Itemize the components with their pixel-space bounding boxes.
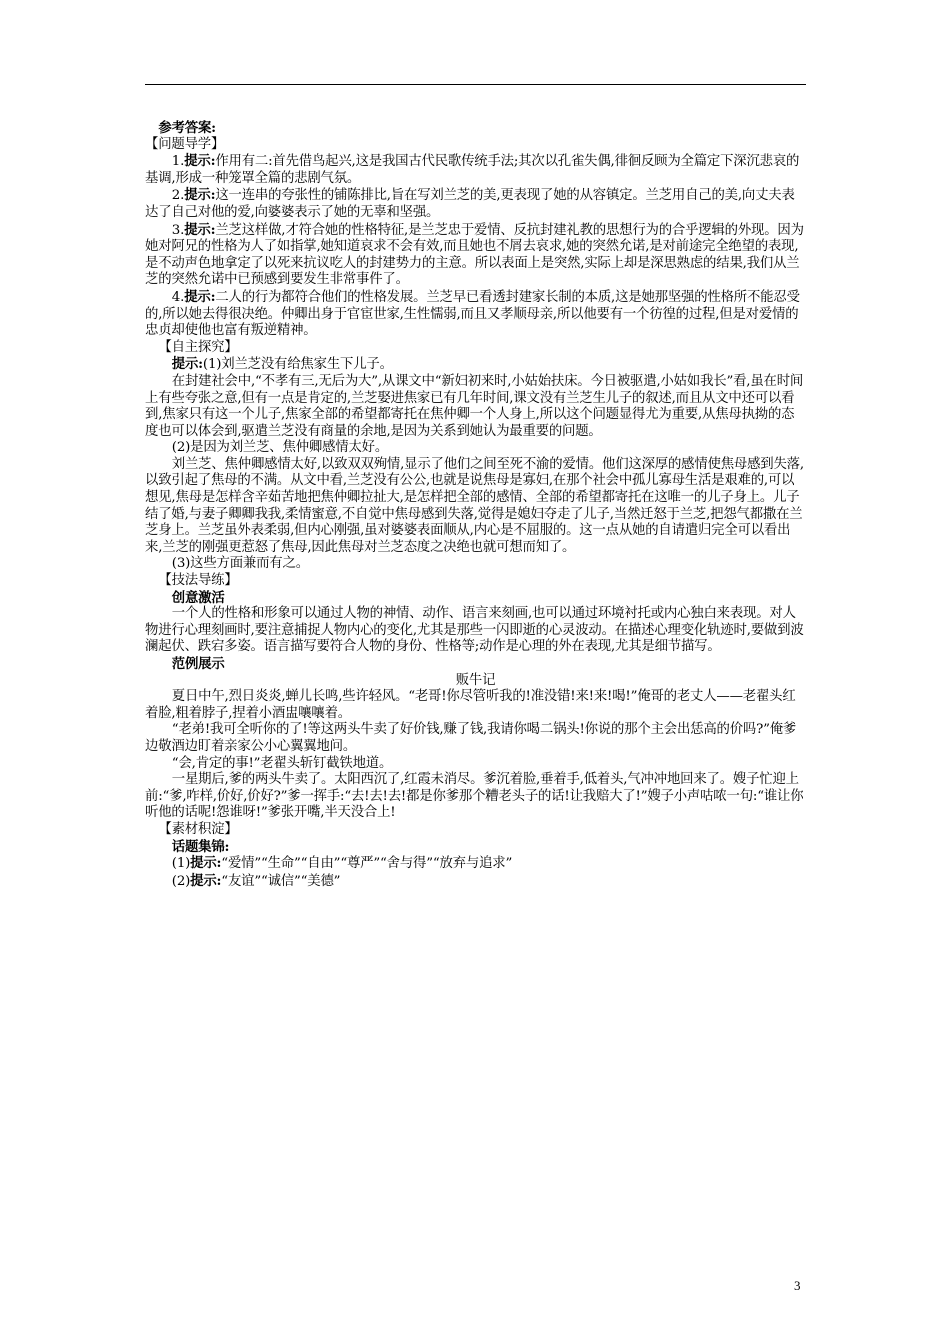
explore-point-1: 提示:(1)刘兰芝没有给焦家生下儿子。 [171,356,393,373]
creative-title: 创意激活 [171,589,225,606]
answer-4: 4.提示:二人的行为都符合他们的性格发展。兰芝早已看透封建家长制的本质,这是她那坚强的性格所不能忍受的,所以她去得很决绝。仲卿出身于官宦世家,生性懦弱,而且又孝顺母亲,所以他要有一个彷徨的过程,但是对爱情的忠贞却使他也富有叛逆精神。 [145,288,800,339]
document-body [145,120,806,890]
answers-title: 参考答案: [158,120,216,136]
section-heading-jifa-daolian: 【技法导练】 [158,573,238,589]
topic-item-2: (2)提示:“友谊”“诚信”“美德” [171,872,341,889]
creative-paragraph: 一个人的性格和形象可以通过人物的神情、动作、语言来刻画,也可以通过环境衬托或内心独白来表现。对人物进行心理刻画时,要注意捕捉人物内心的变化,尤其是那些一闪即逝的心灵波动。在描述心理变化轨迹时,要做到波澜起伏、跌宕多姿。语言描写要符合人物的身份、性格等;动作是心理的外在表现,尤其是细节描写。 [145,606,804,655]
topic-title: 话题集锦: [171,838,230,855]
story-title: 贩牛记 [455,672,496,688]
answer-2: 2.提示:这一连串的夸张性的铺陈排比,旨在写刘兰芝的美,更表现了她的从容镇定。兰芝用自己的美,向丈夫表达了自己对他的爱,向婆婆表示了她的无辜和坚强。 [145,187,795,220]
answer-1: 1.提示:作用有二:首先借鸟起兴,这是我国古代民歌传统手法;其次以孔雀失偶,徘徊反顾为全篇定下深沉悲哀的基调,形成一种笼罩全篇的悲剧气氛。 [145,153,800,186]
page-number: 3 [794,1278,801,1293]
answer-3: 3.提示:兰芝这样做,才符合她的性格特征,是兰芝忠于爱情、反抗封建礼教的思想行为的合乎逻辑的外现。因为她对阿兄的性格为人了如指掌,她知道哀求不会有效,而且她也不屑去哀求,她的突然允诺,是对前途完全绝望的表现,是不动声色地拿定了以死来抗议吃人的封建势力的主意。所以表面上是突然,实际上却是深思熟虑的结果,我们从兰芝的突然允诺中已预感到要发生非常事件了。 [145,221,804,288]
story-paragraph-2: “老弟!我可全听你的了!等这两头牛卖了好价钱,赚了钱,我请你喝二锅头!你说的那个主会出恁高的价吗?”俺爹边敬酒边盯着亲家公小心翼翼地问。 [145,722,797,754]
section-heading-sucai-jidian: 【素材积淀】 [158,821,238,837]
section-heading-wenti-daoxue: 【问题导学】 [145,136,225,152]
story-paragraph-3: “会,肯定的事!”老翟头斩钉截铁地道。 [171,755,393,771]
section-heading-zizhu-tanjiu: 【自主探究】 [158,339,238,355]
explore-point-3: (3)这些方面兼而有之。 [171,556,309,572]
example-title: 范例展示 [171,656,225,672]
explore-point-2: (2)是因为刘兰芝、焦仲卿感情太好。 [171,440,389,456]
story-paragraph-1: 夏日中午,烈日炎炎,蝉儿长鸣,些许轻风。“老哥!你尽管听我的!准没错!来!来!喝!”俺哥的老丈人——老翟头红着脸,粗着脖子,捏着小酒盅嚷嚷着。 [145,689,796,721]
story-paragraph-4: 一星期后,爹的两头牛卖了。太阳西沉了,红霞未消尽。爹沉着脸,垂着手,低着头,气冲冲地回来了。嫂子忙迎上前:“爹,咋样,价好,价好?”爹一挥手:“去!去!去!都是你爹那个糟老头子的话!让我赔大了!”嫂子小声咕哝一句:“谁让你听他的话呢!怨谁呀!”爹张开嘴,半天没合上! [145,772,804,821]
header-rule [145,84,806,85]
explore-paragraph-2: 刘兰芝、焦仲卿感情太好,以致双双殉情,显示了他们之间至死不渝的爱情。他们这深厚的感情使焦母感到失落,以致引起了焦母的不满。从文中看,兰芝没有公公,也就是说焦母是寡妇,在那个社会中孤儿寡母生活是艰难的,可以想见,焦母是怎样含辛茹苦地把焦仲卿拉扯大,是怎样把全部的感情、全部的希望都寄托在这唯一的儿子身上。儿子结了婚,与妻子卿卿我我,柔情蜜意,不自觉中焦母感到失落,觉得是媳妇夺走了儿子,当然迁怒于兰芝,把怨气都撒在兰芝身上。兰芝虽外表柔弱,但内心刚强,虽对婆婆表面顺从,内心是不屈服的。这一点从她的自请遣归完全可以看出来,兰芝的刚强更惹怒了焦母,因此焦母对兰芝态度之决绝也就可想而知了。 [145,456,804,555]
explore-paragraph-1: 在封建社会中,“不孝有三,无后为大”,从课文中“新妇初来时,小姑始扶床。今日被驱遣,小姑如我长”看,虽在时间上有些夸张之意,但有一点是肯定的,兰芝娶进焦家已有几年时间,课文没有兰芝生儿子的叙述,而且从文中还可以看到,焦家只有这一个儿子,焦家全部的希望都寄托在焦仲卿一个人身上,所以这个问题显得尤为重要,从焦母执拗的态度也可以体会到,驱遣兰芝没有商量的余地,是因为关系到她认为最重要的问题。 [145,373,804,439]
topic-item-1: (1)提示:“爱情”“生命”“自由”“尊严”“舍与得”“放弃与追求” [171,855,513,872]
